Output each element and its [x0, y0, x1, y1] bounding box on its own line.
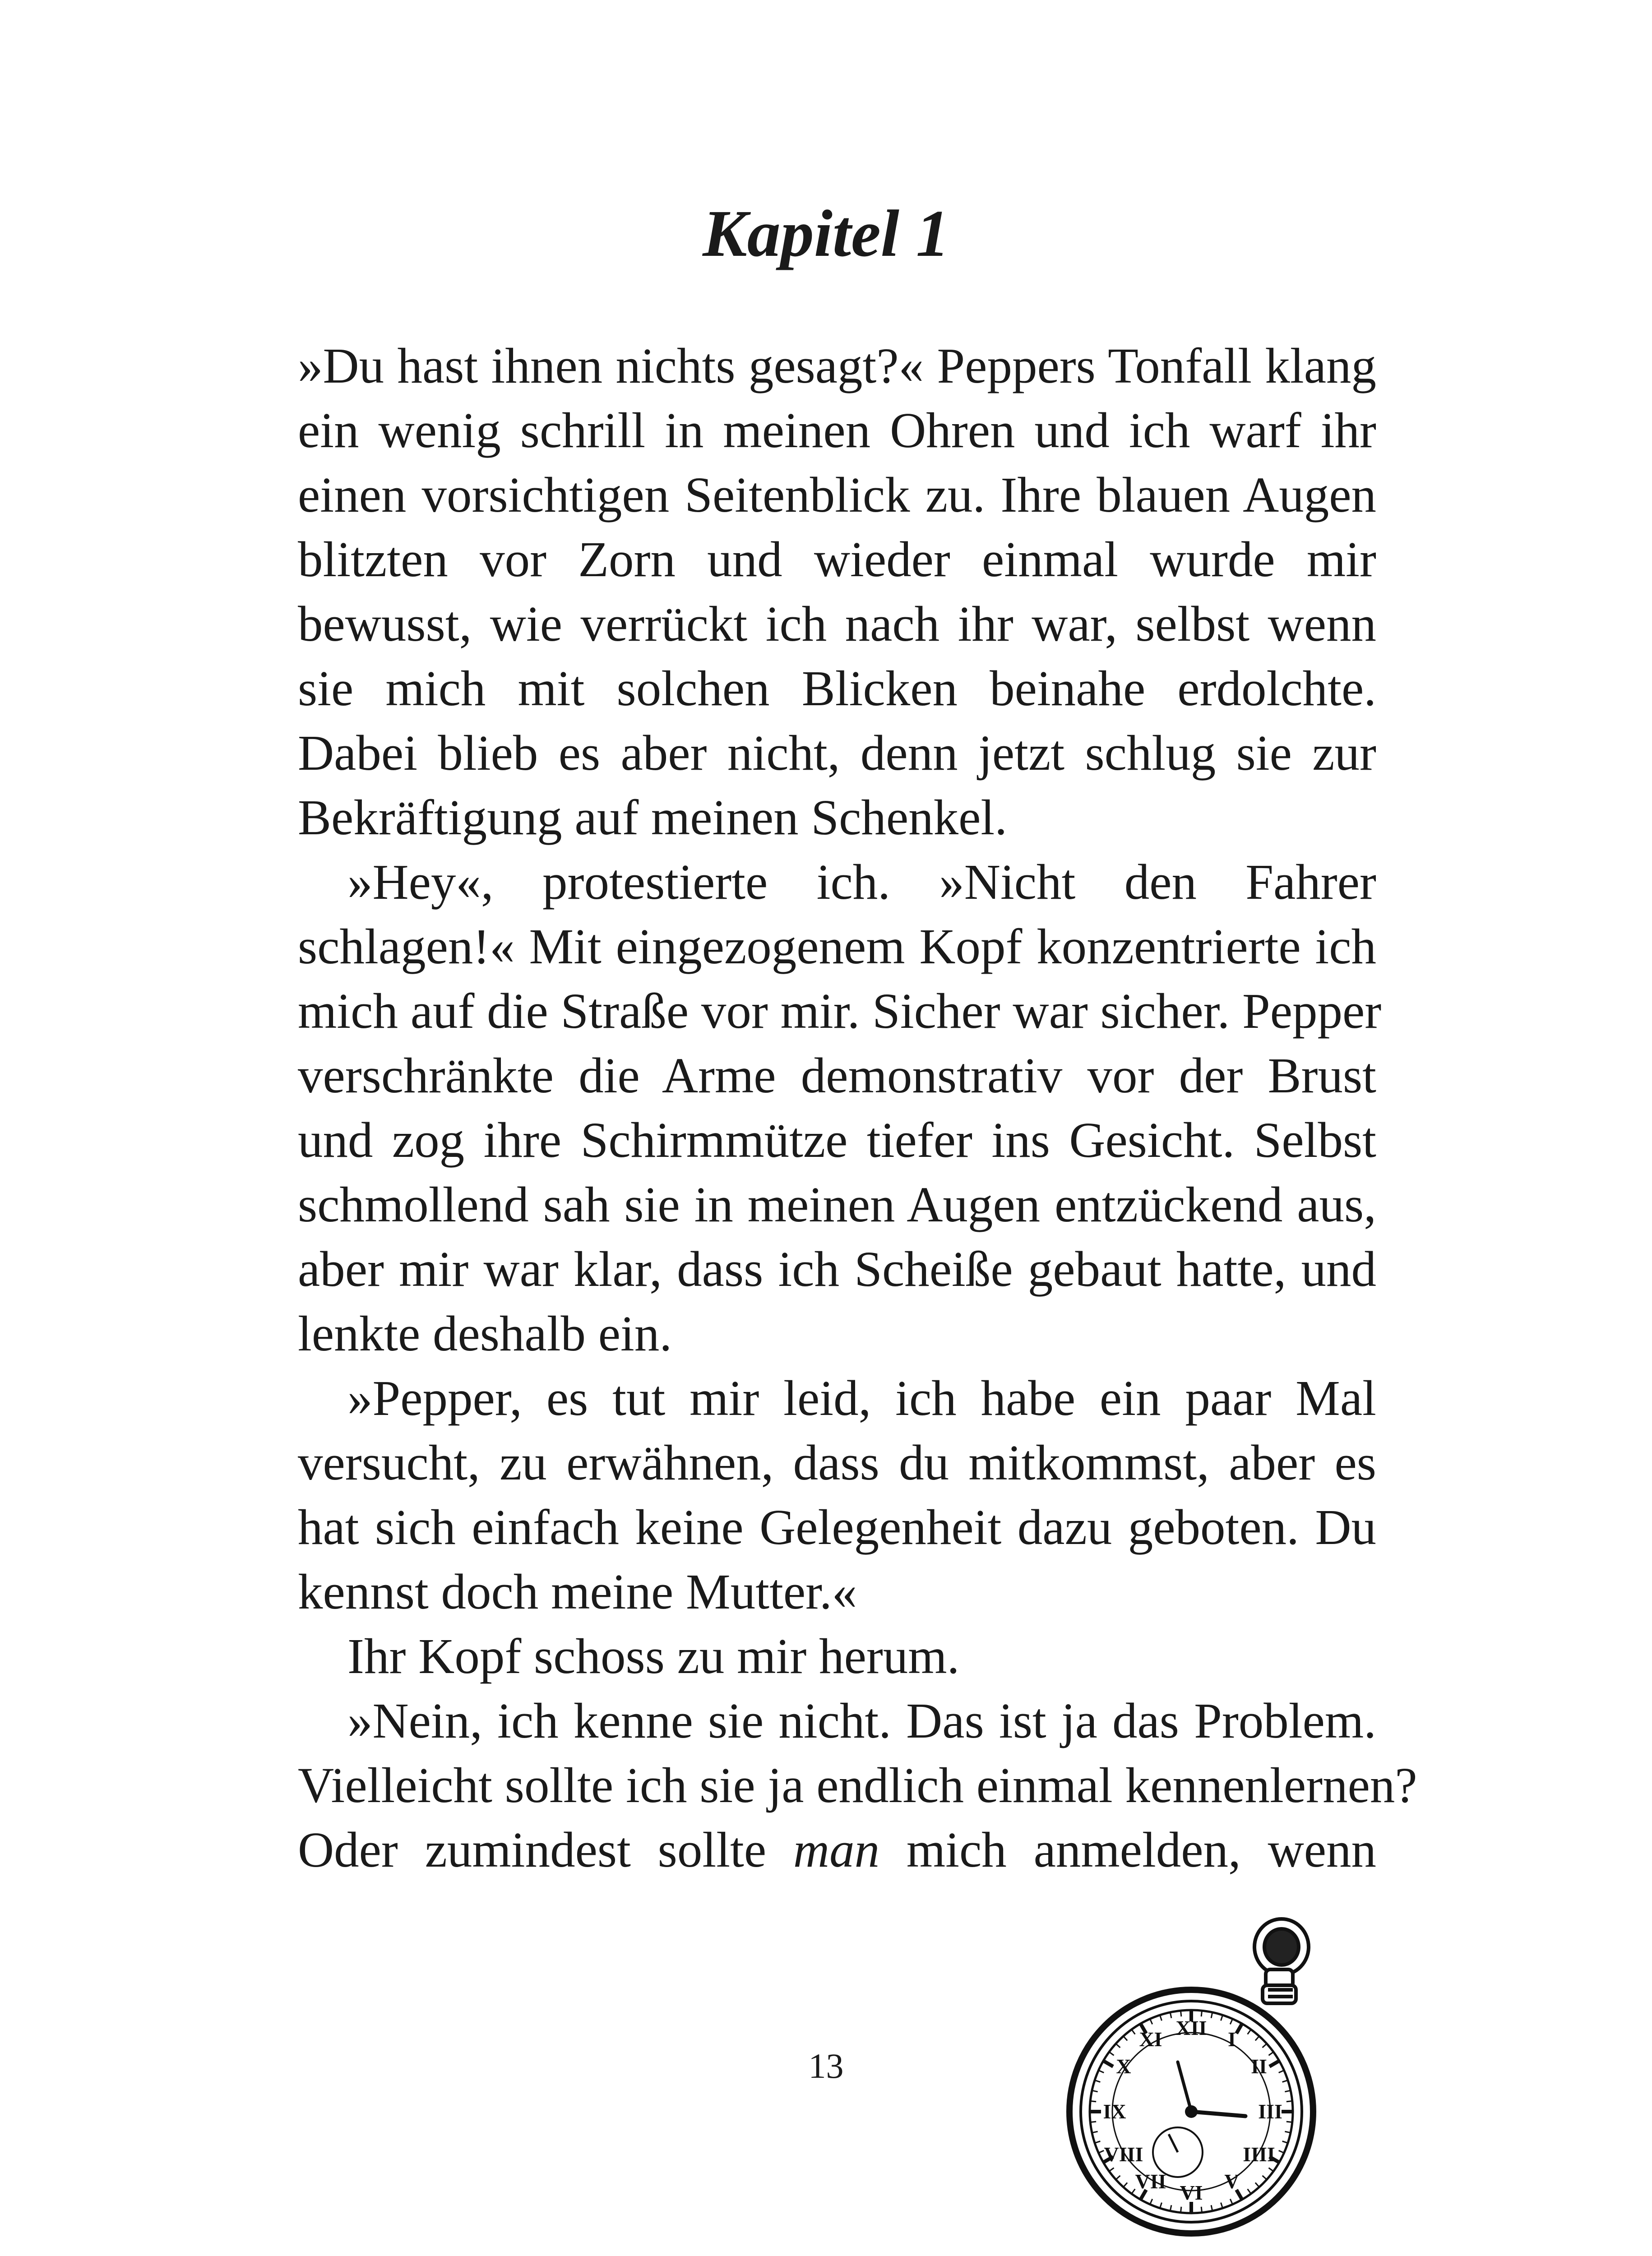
text-line: aber mir war klar, dass ich Scheiße gebaut hatte, und: [298, 1242, 1376, 1297]
text-line: hat sich einfach keine Gelegenheit dazu geboten. Du: [298, 1500, 1376, 1555]
text-line: blitzten vor Zorn und wieder einmal wurde mir: [298, 532, 1376, 587]
text-line: verschränkte die Arme demonstrativ vor der Brust: [298, 1048, 1376, 1104]
svg-text:IX: IX: [1103, 2100, 1126, 2123]
text-line: »Hey«, protestierte ich. »Nicht den Fahrer: [347, 855, 1376, 910]
text-line: schmollend sah sie in meinen Augen entzückend aus,: [298, 1177, 1376, 1233]
text-line: »Nein, ich kenne sie nicht. Das ist ja das Problem.: [347, 1693, 1376, 1749]
svg-text:III: III: [1258, 2100, 1282, 2123]
text-line: und zog ihre Schirmmütze tiefer ins Gesicht. Selbst: [298, 1113, 1376, 1168]
text-line: schlagen!« Mit eingezogenem Kopf konzentrierte ich: [298, 919, 1376, 975]
text-line-final: Oder zumindest sollte man mich anmelden, wenn: [298, 1822, 1376, 1878]
svg-text:VIII: VIII: [1104, 2143, 1143, 2166]
svg-text:XI: XI: [1139, 2028, 1162, 2051]
text-line: mich auf die Straße vor mir. Sicher war sicher. Pepper: [298, 984, 1382, 1039]
numeral-xii: XII: [1175, 2016, 1207, 2039]
svg-text:VII: VII: [1135, 2170, 1166, 2193]
svg-text:V: V: [1224, 2170, 1240, 2193]
body-text: [298, 334, 1417, 1882]
text-line: bewusst, wie verrückt ich nach ihr war, selbst wenn: [298, 596, 1376, 652]
page-number: 13: [808, 2046, 844, 2085]
watch-tick: [1201, 2207, 1202, 2213]
svg-text:I: I: [1228, 2028, 1236, 2051]
svg-text:IIII: IIII: [1243, 2143, 1275, 2166]
watch-tick: [1201, 2011, 1202, 2016]
watch-tick: [1180, 2011, 1181, 2016]
text-line: Bekräftigung auf meinen Schenkel.: [298, 790, 1007, 846]
text-line: lenkte deshalb ein.: [298, 1306, 672, 1362]
pocket-watch-icon: [1056, 1900, 1381, 2242]
watch-tick: [1180, 2207, 1181, 2213]
text-line: Dabei blieb es aber nicht, denn jetzt schlug sie zur: [298, 726, 1376, 781]
svg-text:X: X: [1116, 2055, 1131, 2078]
text-line: Vielleicht sollte ich sie ja endlich einmal kennenlernen?: [298, 1758, 1417, 1813]
text-line: »Pepper, es tut mir leid, ich habe ein paar Mal: [347, 1371, 1376, 1426]
svg-text:VI: VI: [1180, 2181, 1203, 2204]
chapter-title: Kapitel 1: [703, 197, 949, 271]
text-line: versucht, zu erwähnen, dass du mitkommst, aber es: [298, 1435, 1376, 1491]
text-line: ein wenig schrill in meinen Ohren und ich warf ihr: [298, 403, 1376, 458]
text-line: sie mich mit solchen Blicken beinahe erdolchte.: [298, 661, 1376, 717]
text-line: »Du hast ihnen nichts gesagt?« Peppers Tonfall klang: [298, 338, 1376, 394]
svg-text:II: II: [1251, 2055, 1267, 2078]
text-line: einen vorsichtigen Seitenblick zu. Ihre blauen Augen: [298, 467, 1376, 523]
text-line: kennst doch meine Mutter.«: [298, 1564, 857, 1620]
text-line: Ihr Kopf schoss zu mir herum.: [347, 1629, 960, 1684]
emphasized-word: man: [793, 1822, 880, 1878]
